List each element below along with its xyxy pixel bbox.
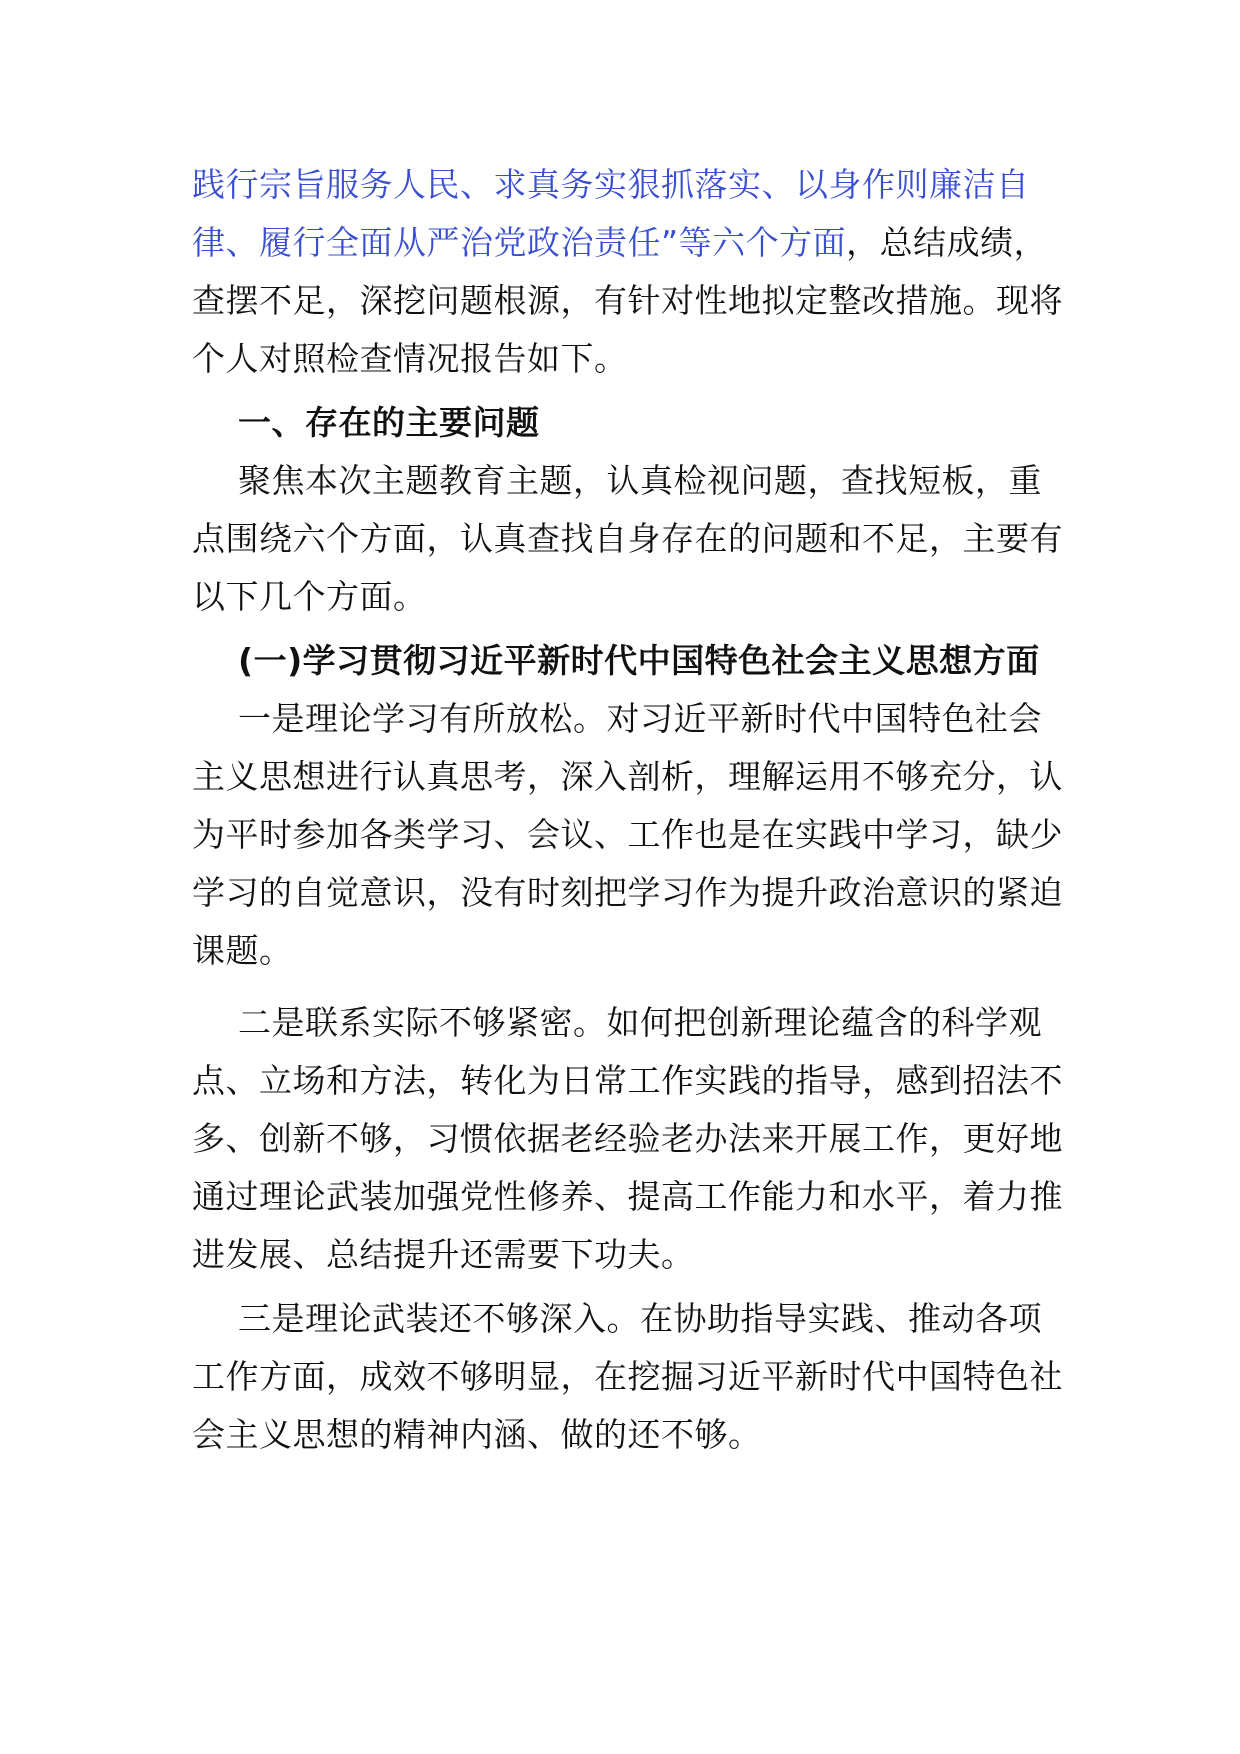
item-3-paragraph: 三是理论武装还不够深入。在协助指导实践、推动各项工作方面，成效不够明显，在挖掘习近平新时代中国特色社会主义思想的精神内涵、做的还不够。 xyxy=(192,1299,1063,1454)
document-body xyxy=(192,156,1072,1464)
subsection-1-heading: (一)学习贯彻习近平新时代中国特色社会主义思想方面 xyxy=(238,641,1040,680)
item-2-paragraph: 二是联系实际不够紧密。如何把创新理论蕴含的科学观点、立场和方法，转化为日常工作实践的指导，感到招法不多、创新不够，习惯依据老经验老办法来开展工作，更好地通过理论武装加强党性修养、提高工作能力和水平，着力推进发展、总结提升还需要下功夫。 xyxy=(192,1003,1063,1274)
intro-rest-text: ，总结成绩，查摆不足，深挖问题根源，有针对性地拟定整改措施。现将个人对照检查情况报告如下。 xyxy=(192,223,1063,378)
intro-paragraph xyxy=(192,156,1072,388)
section-1-intro-paragraph: 聚焦本次主题教育主题，认真检视问题，查找短板，重点围绕六个方面，认真查找自身存在的问题和不足，主要有以下几个方面。 xyxy=(192,461,1063,616)
section-1-heading: 一、存在的主要问题 xyxy=(238,403,540,442)
intro-highlight-text: 践行宗旨服务人民、求真务实狠抓落实、以身作则廉洁自律、履行全面从严治党政治责任”等六个方面 xyxy=(192,165,1030,262)
item-1-paragraph: 一是理论学习有所放松。对习近平新时代中国特色社会主义思想进行认真思考，深入剖析，理解运用不够充分，认为平时参加各类学习、会议、工作也是在实践中学习，缺少学习的自觉意识，没有时刻把学习作为提升政治意识的紧迫课题。 xyxy=(192,699,1063,970)
